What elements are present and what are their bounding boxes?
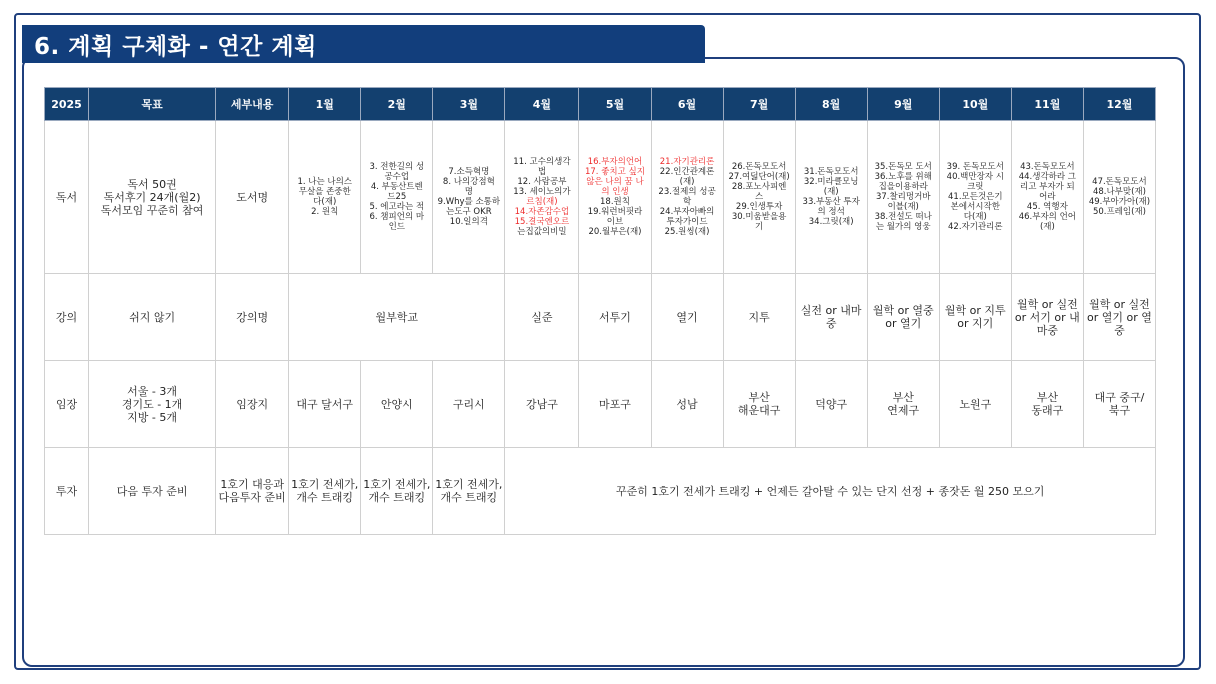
lecture-cell: 열기 [651, 274, 723, 361]
cell-line: 27.여덟단어(재) [728, 172, 790, 182]
cell-line: 학 [682, 197, 692, 207]
detail-cell: 1호기 대응과 다음투자 준비 [216, 448, 289, 535]
site-cell: 구리시 [433, 361, 505, 448]
cell-line: 북구 [1108, 404, 1131, 417]
cell-line: 36.노후를 위해 [874, 172, 932, 182]
site-cell: 덕양구 [795, 361, 867, 448]
cell-line: 18.원칙 [600, 197, 630, 207]
cell-line: 9.Why를 소통하 [437, 197, 501, 207]
book-list-cell [505, 121, 579, 274]
goal-line: 독서 50권 [127, 177, 177, 191]
cell-line: 11. 고수의생각 [513, 157, 571, 167]
cell-line: 집을이용하라 [878, 182, 928, 192]
annual-plan-table [44, 87, 1156, 535]
cell-line: 부산 [892, 391, 914, 404]
row-label: 독서 [45, 121, 89, 274]
cell-line: 35.돈독모 도서 [874, 162, 932, 172]
cell-line: 49.부아가아(재) [1088, 197, 1151, 207]
cell-line: 기 [755, 222, 764, 232]
cell-line: 연제구 [887, 404, 920, 417]
cell-line: 10.일의격 [449, 217, 488, 227]
detail-cell: 강의명 [216, 274, 289, 361]
book-list-cell [723, 121, 795, 274]
cell-line: (재) [823, 187, 839, 197]
header-month: 10월 [939, 88, 1011, 121]
book-list-cell [651, 121, 723, 274]
cell-line: 7.소득혁명 [448, 167, 490, 177]
cell-line: 22.인간관계론 [659, 167, 715, 177]
cell-line: 이블(재) [887, 202, 919, 212]
cell-line: 는도구 OKR [446, 207, 492, 217]
lecture-cell: 월학 or 실전 or 열기 or 열중 [1083, 274, 1155, 361]
header-month: 8월 [795, 88, 867, 121]
site-cell: 강남구 [505, 361, 579, 448]
cell-line: 13. 세이노의가 [513, 187, 571, 197]
book-list-cell [795, 121, 867, 274]
lecture-cell: 실전 or 내마중 [795, 274, 867, 361]
detail-cell: 도서명 [216, 121, 289, 274]
lecture-cell: 실준 [505, 274, 579, 361]
goal-cell: 다음 투자 준비 [89, 448, 216, 535]
cell-line: 50.프레임(재) [1092, 207, 1146, 217]
cell-line: 는 월가의 영웅 [875, 222, 931, 232]
lecture-cell: 월학 or 열중 or 열기 [867, 274, 939, 361]
cell-line: 20.월부은(재) [588, 227, 642, 237]
cell-line: 25.원씽(재) [664, 227, 710, 237]
title-banner [22, 25, 705, 63]
cell-line: 30.미움받을용 [731, 212, 787, 222]
goal-line: 서울 - 3개 [127, 384, 177, 398]
lecture-cell: 서투기 [579, 274, 651, 361]
cell-line: 부산 [1036, 391, 1058, 404]
book-list-cell [289, 121, 361, 274]
cell-line: 40.백만장자 시 [946, 172, 1004, 182]
cell-line: 21.자기관리론 [659, 157, 715, 167]
cell-line: 해운대구 [737, 404, 781, 417]
cell-line: 37.찰리멍거바 [875, 192, 931, 202]
lecture-cell: 월부학교 [289, 274, 505, 361]
cell-line: 32.미라클모닝 [803, 177, 859, 187]
book-list-cell [867, 121, 939, 274]
lecture-cell: 월학 or 지투 or 지기 [939, 274, 1011, 361]
cell-line: 이브 [606, 217, 624, 227]
cell-line: 29.인생투자 [735, 202, 783, 212]
page-title: 6. 계획 구체화 - 연간 계획 [34, 33, 317, 60]
cell-line: 의 정석 [817, 207, 845, 217]
lecture-cell: 지투 [723, 274, 795, 361]
goal-line: 경기도 - 1개 [121, 397, 183, 411]
table-row-lecture [45, 274, 1156, 361]
header-goal: 목표 [89, 88, 216, 121]
goal-line: 지방 - 5개 [127, 410, 177, 424]
cell-line: 45. 역행자 [1026, 202, 1068, 212]
site-cell: 대구 달서구 [289, 361, 361, 448]
header-month: 2월 [361, 88, 433, 121]
cell-line: 스 [755, 192, 764, 202]
header-month: 4월 [505, 88, 579, 121]
cell-line: 부산 [748, 391, 770, 404]
book-list-cell [579, 121, 651, 274]
goal-cell [89, 361, 216, 448]
cell-line: 6. 챔피언의 마 [369, 212, 425, 222]
cell-line: 43.돈독모도서 [1020, 162, 1075, 172]
site-cell [723, 361, 795, 448]
cell-line: 르침(재) [526, 197, 558, 207]
cell-line: 28.포노사피엔 [731, 182, 787, 192]
header-month: 9월 [867, 88, 939, 121]
cell-line: 3. 전한길의 성 [369, 162, 425, 172]
cell-line: 38.전설도 떠나 [874, 212, 932, 222]
site-cell: 노원구 [939, 361, 1011, 448]
cell-line: 대구 중구/ [1094, 391, 1145, 404]
cell-line: 42.자기관리론 [948, 222, 1003, 232]
header-month: 3월 [433, 88, 505, 121]
header-month: 6월 [651, 88, 723, 121]
cell-line: 1. 나는 나의스 [297, 177, 353, 187]
book-list-cell [1083, 121, 1155, 274]
cell-line: 드25 [387, 192, 407, 202]
cell-line: 16.부자의언어 [587, 157, 643, 167]
goal-cell: 쉬지 않기 [89, 274, 216, 361]
header-month: 11월 [1011, 88, 1083, 121]
header-month: 5월 [579, 88, 651, 121]
goal-cell [89, 121, 216, 274]
cell-line: 44.생각하라 그 [1018, 172, 1076, 182]
cell-line: 14.자존감수업 [514, 207, 570, 217]
cell-line: 다(재) [313, 197, 337, 207]
book-list-cell [433, 121, 505, 274]
row-label: 투자 [45, 448, 89, 535]
cell-line: 46.부자의 언어 [1018, 212, 1076, 222]
cell-line: 의 인생 [601, 187, 629, 197]
row-label: 임장 [45, 361, 89, 448]
row-label: 강의 [45, 274, 89, 361]
cell-line: 24.부자아빠의 [659, 207, 715, 217]
site-cell: 안양시 [361, 361, 433, 448]
site-cell [867, 361, 939, 448]
invest-cell: 1호기 전세가,개수 트래킹 [433, 448, 505, 535]
invest-cell: 1호기 전세가,개수 트래킹 [289, 448, 361, 535]
cell-line: 39. 돈독모도서 [946, 162, 1004, 172]
cell-line: 투자가이드 [666, 217, 708, 227]
cell-line: 15.결국엔오르 [514, 217, 570, 227]
cell-line: 41.모든것은기 [948, 192, 1003, 202]
cell-line: 않은 나의 꿈 나 [586, 177, 644, 187]
cell-line: 23.절제의 성공 [658, 187, 716, 197]
cell-line: 본에서시작한 [950, 202, 1000, 212]
detail-cell: 임장지 [216, 361, 289, 448]
cell-line: 5. 에고라는 적 [369, 202, 425, 212]
cell-line: 8. 나의강점혁 [442, 177, 495, 187]
cell-line: (재) [1039, 222, 1055, 232]
site-cell: 성남 [651, 361, 723, 448]
header-row [45, 88, 1156, 121]
cell-line: 동래구 [1031, 404, 1064, 417]
cell-line: 33.부동산 투자 [802, 197, 860, 207]
cell-line: 4. 부동산트렌 [370, 182, 423, 192]
site-cell [1083, 361, 1155, 448]
header-year: 2025 [45, 88, 89, 121]
goal-line: 독서후기 24개(월2) [103, 190, 201, 204]
header-detail: 세부내용 [216, 88, 289, 121]
cell-line: 47.돈독모도서 [1092, 177, 1147, 187]
cell-line: 무살을 존중한 [298, 187, 351, 197]
invest-summary-cell: 꾸준히 1호기 전세가 트래킹 + 언제든 갈아탈 수 있는 단지 선정 + 종잣돈 월 250 모으기 [505, 448, 1156, 535]
header-month: 7월 [723, 88, 795, 121]
invest-cell: 1호기 전세가,개수 트래킹 [361, 448, 433, 535]
header-month: 12월 [1083, 88, 1155, 121]
cell-line: 는집값의비밀 [517, 227, 567, 237]
table-row-site-visit [45, 361, 1156, 448]
cell-line: 리고 부자가 되 [1020, 182, 1075, 192]
cell-line: 인드 [388, 222, 406, 232]
cell-line: 2. 원칙 [311, 207, 339, 217]
cell-line: 17. 좋치고 싶지 [584, 167, 645, 177]
table-row-investment [45, 448, 1156, 535]
site-cell: 마포구 [579, 361, 651, 448]
goal-line: 독서모임 꾸준히 참여 [100, 203, 204, 217]
cell-line: 법 [537, 167, 547, 177]
cell-line: 어라 [1039, 192, 1056, 202]
header-month: 1월 [289, 88, 361, 121]
cell-line: 12. 사람공부 [517, 177, 567, 187]
cell-line: 19.워런버핏라 [587, 207, 643, 217]
cell-line: 34.그릿(재) [808, 217, 854, 227]
cell-line: 크릿 [967, 182, 984, 192]
cell-line: 26.돈독모도서 [731, 162, 787, 172]
cell-line: 다(재) [963, 212, 987, 222]
book-list-cell [1011, 121, 1083, 274]
cell-line: 31.돈독모도서 [803, 167, 859, 177]
lecture-cell: 월학 or 실전 or 서기 or 내마중 [1011, 274, 1083, 361]
cell-line: 공수업 [384, 172, 410, 182]
book-list-cell [939, 121, 1011, 274]
book-list-cell [361, 121, 433, 274]
table-row-reading [45, 121, 1156, 274]
site-cell [1011, 361, 1083, 448]
cell-line: 명 [464, 187, 473, 197]
cell-line: (재) [679, 177, 695, 187]
cell-line: 48.나부맞(재) [1092, 187, 1146, 197]
